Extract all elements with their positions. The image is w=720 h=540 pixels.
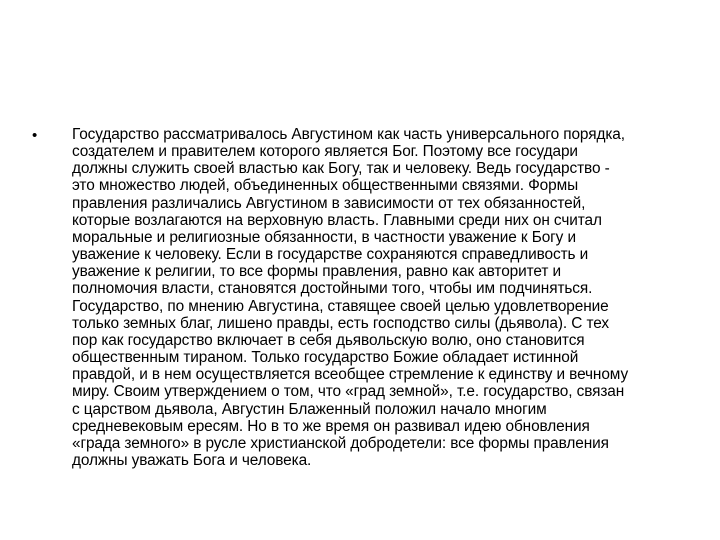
paragraph-line: это множество людей, объединенных общественными связями. Формы bbox=[72, 177, 579, 195]
paragraph-line: которые возлагаются на верховную власть. Главными среди них он считал bbox=[72, 211, 602, 229]
bullet-item bbox=[32, 126, 692, 469]
paragraph-line: правдой, и в нем осуществляется всеобщее стремление к единству и вечному bbox=[72, 366, 629, 384]
paragraph-line: пор как государство включает в себя дьявольскую волю, оно становится bbox=[72, 331, 585, 349]
paragraph-line: уважение к человеку. Если в государстве сохраняются справедливость и bbox=[72, 246, 589, 264]
paragraph-line: уважение к религии, то все формы правления, равно как авторитет и bbox=[72, 263, 561, 281]
paragraph-line: только земных благ, лишено правды, есть господство силы (дьявола). С тех bbox=[72, 314, 609, 332]
paragraph-line: с царством дьявола, Августин Блаженный положил начало многим bbox=[72, 400, 547, 418]
paragraph-line: общественным тираном. Только государство Божие обладает истинной bbox=[72, 349, 579, 367]
paragraph-line: должны служить своей властью как Богу, так и человеку. Ведь государство - bbox=[72, 160, 610, 178]
paragraph-line: правления различались Августином в зависимости от тех обязанностей, bbox=[72, 194, 586, 212]
body-paragraph bbox=[72, 126, 692, 469]
paragraph-line: средневековым ересям. Но в то же время он развивал идею обновления bbox=[72, 417, 590, 435]
paragraph-line: миру. Своим утверждением о том, что «град земной», т.е. государство, связан bbox=[72, 383, 625, 401]
paragraph-line: создателем и правителем которого является Бог. Поэтому все государи bbox=[72, 143, 578, 161]
bullet-point-icon: • bbox=[32, 127, 38, 144]
paragraph-line: должны уважать Бога и человека. bbox=[72, 451, 312, 469]
paragraph-line: моральные и религиозные обязанности, в частности уважение к Богу и bbox=[72, 228, 576, 246]
paragraph-line: Государство, по мнению Августина, ставящее своей целью удовлетворение bbox=[72, 297, 609, 315]
paragraph-line: полномочия власти, становятся достойными того, чтобы им подчиняться. bbox=[72, 280, 593, 298]
paragraph-line: Государство рассматривалось Августином как часть универсального порядка, bbox=[72, 126, 625, 143]
paragraph-line: «града земного» в русле христианской добродетели: все формы правления bbox=[72, 434, 609, 452]
